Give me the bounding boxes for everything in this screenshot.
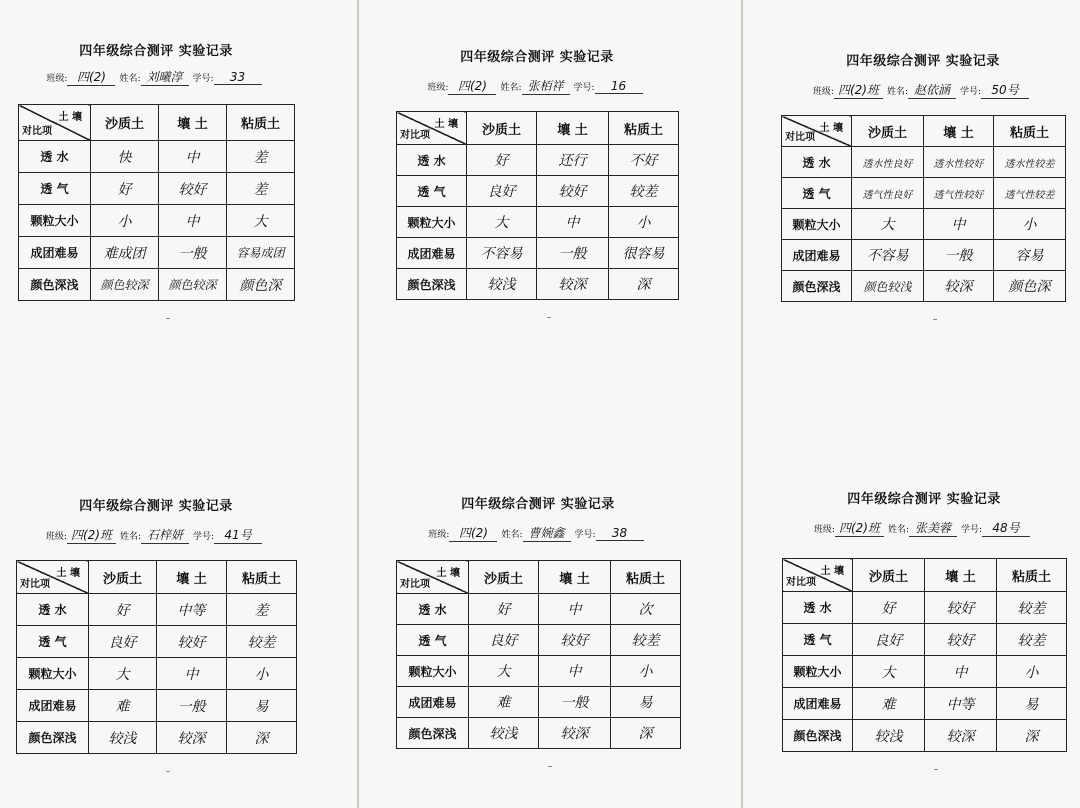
name-field-label: 姓名: (119, 532, 142, 542)
record-table (396, 560, 681, 749)
handwritten-answer: 小 (91, 205, 159, 237)
handwritten-answer: 快 (91, 141, 159, 173)
sheet-title: 四年级综合测评 实验记录 (461, 497, 615, 512)
handwritten-answer: 大 (852, 209, 924, 240)
handwritten-answer: 较差 (227, 626, 297, 658)
table-row (397, 594, 681, 625)
row-label: 颜色深浅 (19, 269, 91, 301)
handwritten-answer: 颜色深 (227, 269, 295, 301)
handwritten-answer: 深 (611, 718, 681, 749)
handwritten-answer: 小 (997, 656, 1067, 688)
handwritten-answer: 较深 (539, 718, 611, 749)
table-row (17, 594, 297, 626)
handwritten-answer: 较差 (997, 624, 1067, 656)
header-row (17, 561, 297, 594)
header-row (783, 559, 1067, 592)
row-label: 透 气 (397, 176, 467, 207)
student-id-field: 33 (214, 70, 262, 85)
record-table (16, 560, 297, 754)
row-label: 颜色深浅 (17, 722, 89, 754)
table-row (783, 656, 1067, 688)
column-header: 壤 土 (925, 559, 997, 592)
table-row (783, 592, 1067, 624)
handwritten-answer: 良好 (853, 624, 925, 656)
name-field: 石梓妍 (141, 526, 189, 544)
column-header: 沙质土 (91, 105, 159, 141)
name-field: 张栢祥 (522, 77, 570, 95)
record-sheet-4 (13, 0, 299, 808)
student-info (779, 519, 1069, 537)
row-label: 颜色深浅 (783, 720, 853, 752)
handwritten-answer: 不容易 (852, 240, 924, 271)
handwritten-answer: 较浅 (467, 269, 537, 300)
handwritten-answer: 易 (611, 687, 681, 718)
row-label: 透 气 (782, 178, 852, 209)
handwritten-answer: 差 (227, 173, 295, 205)
row-label: 透 气 (17, 626, 89, 658)
handwritten-answer: 一般 (157, 690, 227, 722)
corner-label-soil: 土 壤 (434, 119, 458, 130)
class-field-label: 班级: (812, 87, 834, 97)
handwritten-answer: 较差 (611, 625, 681, 656)
record-sheet-5 (393, 0, 683, 808)
handwritten-answer: 良好 (89, 626, 157, 658)
handwritten-answer: 难 (89, 690, 157, 722)
corner-label-item: 对比项 (785, 132, 815, 143)
row-label: 成团难易 (783, 688, 853, 720)
column-header: 粘质土 (227, 561, 297, 594)
handwritten-answer: 颜色较深 (91, 269, 159, 301)
column-header: 沙质土 (853, 559, 925, 592)
handwritten-answer: 较浅 (89, 722, 157, 754)
table-row (783, 688, 1067, 720)
name-field-label: 姓名: (500, 83, 522, 93)
table-row (17, 722, 297, 754)
corner-cell (17, 561, 89, 594)
row-label: 透 水 (783, 592, 853, 624)
row-label: 颗粒大小 (782, 209, 852, 240)
handwritten-answer: 颜色较浅 (852, 271, 924, 302)
handwritten-answer: 中 (159, 141, 227, 173)
handwritten-answer: 透水性较差 (994, 147, 1066, 178)
handwritten-answer: 中 (539, 594, 611, 625)
row-label: 透 水 (782, 147, 852, 178)
name-field: 张美蓉 (909, 519, 957, 537)
handwritten-answer: 很容易 (609, 238, 679, 269)
handwritten-answer: 较好 (157, 626, 227, 658)
handwritten-answer: 透气性良好 (852, 178, 924, 209)
student-info (13, 526, 299, 544)
handwritten-answer: 较差 (997, 592, 1067, 624)
column-header: 粘质土 (994, 116, 1066, 147)
handwritten-answer: 深 (997, 720, 1067, 752)
handwritten-answer: 一般 (539, 687, 611, 718)
student-id-field-label: 学号: (573, 83, 595, 93)
corner-cell (397, 561, 469, 594)
handwritten-answer: 小 (609, 207, 679, 238)
page-mark (166, 771, 170, 772)
row-label: 成团难易 (17, 690, 89, 722)
class-field-label: 班级: (813, 525, 835, 535)
table-row (17, 658, 297, 690)
row-label: 成团难易 (397, 238, 467, 269)
handwritten-answer: 较好 (537, 176, 609, 207)
student-id-field: 48号 (982, 519, 1030, 537)
student-id-field: 16 (595, 79, 643, 94)
table-row (397, 656, 681, 687)
corner-label-soil: 土 壤 (436, 568, 460, 579)
page-mark (934, 769, 938, 770)
handwritten-answer: 容易 (994, 240, 1066, 271)
corner-label-item: 对比项 (22, 126, 52, 137)
column-header: 沙质土 (89, 561, 157, 594)
handwritten-answer: 中等 (925, 688, 997, 720)
handwritten-answer: 较浅 (853, 720, 925, 752)
handwritten-answer: 次 (611, 594, 681, 625)
table-row (17, 690, 297, 722)
corner-label-item: 对比项 (400, 130, 430, 141)
record-table (782, 558, 1067, 752)
record-sheet-6 (779, 0, 1069, 808)
student-id-field-label: 学号: (192, 74, 214, 84)
handwritten-answer: 中 (925, 656, 997, 688)
handwritten-answer: 中 (539, 656, 611, 687)
handwritten-answer: 难 (469, 687, 539, 718)
table-row (397, 718, 681, 749)
student-id-field-label: 学号: (961, 525, 983, 535)
header-row (397, 561, 681, 594)
page-mark (548, 766, 552, 767)
student-id-field: 41号 (214, 526, 262, 544)
column-header: 粘质土 (227, 105, 295, 141)
handwritten-answer: 颜色较深 (159, 269, 227, 301)
handwritten-answer: 小 (994, 209, 1066, 240)
column-header: 壤 土 (537, 112, 609, 145)
table-row (783, 720, 1067, 752)
row-label: 颗粒大小 (19, 205, 91, 237)
student-id-field: 38 (596, 526, 644, 541)
handwritten-answer: 一般 (924, 240, 994, 271)
column-header: 沙质土 (852, 116, 924, 147)
row-label: 透 水 (19, 141, 91, 173)
handwritten-answer: 中 (537, 207, 609, 238)
handwritten-answer: 较深 (157, 722, 227, 754)
corner-label-item: 对比项 (20, 579, 50, 590)
class-field: 四(2)班 (835, 519, 884, 537)
sheet-title: 四年级综合测评 实验记录 (79, 499, 233, 514)
handwritten-answer: 良好 (469, 625, 539, 656)
class-field-label: 班级: (46, 74, 68, 84)
student-id-field-label: 学号: (193, 532, 215, 542)
column-header: 粘质土 (997, 559, 1067, 592)
handwritten-answer: 好 (469, 594, 539, 625)
handwritten-answer: 好 (91, 173, 159, 205)
table-row (17, 626, 297, 658)
corner-label-soil: 土 壤 (819, 123, 843, 134)
handwritten-answer: 大 (853, 656, 925, 688)
handwritten-answer: 较深 (537, 269, 609, 300)
handwritten-answer: 透水性较好 (924, 147, 994, 178)
sheet-title: 四年级综合测评 实验记录 (79, 44, 233, 59)
class-field: 四(2) (448, 77, 496, 95)
handwritten-answer: 好 (853, 592, 925, 624)
handwritten-answer: 中 (157, 658, 227, 690)
handwritten-answer: 还行 (537, 145, 609, 176)
column-header: 粘质土 (611, 561, 681, 594)
handwritten-answer: 较深 (924, 271, 994, 302)
row-label: 颗粒大小 (397, 656, 469, 687)
handwritten-answer: 中 (159, 205, 227, 237)
handwritten-answer: 易 (227, 690, 297, 722)
name-field: 刘曦淳 (141, 68, 189, 86)
class-field: 四(2)班 (67, 526, 116, 544)
fold-line-left (357, 0, 359, 808)
column-header: 壤 土 (924, 116, 994, 147)
handwritten-answer: 透气性较差 (994, 178, 1066, 209)
handwritten-answer: 差 (227, 141, 295, 173)
row-label: 成团难易 (397, 687, 469, 718)
handwritten-answer: 小 (611, 656, 681, 687)
fold-line-right (741, 0, 743, 808)
handwritten-answer: 颜色深 (994, 271, 1066, 302)
column-header: 壤 土 (159, 105, 227, 141)
handwritten-answer: 小 (227, 658, 297, 690)
name-field-label: 姓名: (886, 87, 909, 97)
row-label: 颜色深浅 (397, 269, 467, 300)
row-label: 透 气 (19, 173, 91, 205)
column-header: 壤 土 (157, 561, 227, 594)
sheet-title: 四年级综合测评 实验记录 (460, 50, 614, 65)
row-label: 颗粒大小 (17, 658, 89, 690)
row-label: 透 水 (17, 594, 89, 626)
handwritten-answer: 易 (997, 688, 1067, 720)
student-info (393, 524, 683, 542)
row-label: 颗粒大小 (397, 207, 467, 238)
handwritten-answer: 较好 (925, 624, 997, 656)
row-label: 颜色深浅 (397, 718, 469, 749)
handwritten-answer: 深 (609, 269, 679, 300)
corner-label-item: 对比项 (400, 579, 430, 590)
student-id-field-label: 学号: (574, 530, 596, 540)
row-label: 颜色深浅 (782, 271, 852, 302)
row-label: 透 水 (397, 145, 467, 176)
handwritten-answer: 较差 (609, 176, 679, 207)
handwritten-answer: 良好 (467, 176, 537, 207)
student-id-field-label: 学号: (960, 87, 982, 97)
handwritten-answer: 不容易 (467, 238, 537, 269)
class-field: 四(2)班 (834, 81, 883, 99)
row-label: 颗粒大小 (783, 656, 853, 688)
handwritten-answer: 不好 (609, 145, 679, 176)
handwritten-answer: 较深 (925, 720, 997, 752)
column-header: 沙质土 (469, 561, 539, 594)
handwritten-answer: 中等 (157, 594, 227, 626)
class-field: 四(2) (449, 524, 497, 542)
row-label: 透 水 (397, 594, 469, 625)
class-field-label: 班级: (45, 532, 67, 542)
handwritten-answer: 大 (89, 658, 157, 690)
handwritten-answer: 大 (467, 207, 537, 238)
student-id-field: 50号 (981, 81, 1029, 99)
column-header: 沙质土 (467, 112, 537, 145)
handwritten-answer: 一般 (159, 237, 227, 269)
handwritten-answer: 难 (853, 688, 925, 720)
column-header: 粘质土 (609, 112, 679, 145)
corner-cell (783, 559, 853, 592)
handwritten-answer: 深 (227, 722, 297, 754)
name-field-label: 姓名: (119, 74, 141, 84)
class-field-label: 班级: (428, 530, 450, 540)
handwritten-answer: 透水性良好 (852, 147, 924, 178)
handwritten-answer: 大 (227, 205, 295, 237)
handwritten-answer: 较好 (159, 173, 227, 205)
handwritten-answer: 差 (227, 594, 297, 626)
corner-label-soil: 土 壤 (820, 566, 844, 577)
handwritten-answer: 一般 (537, 238, 609, 269)
class-field: 四(2) (67, 68, 115, 86)
table-row (397, 687, 681, 718)
row-label: 透 气 (397, 625, 469, 656)
handwritten-answer: 大 (469, 656, 539, 687)
sheet-title: 四年级综合测评 实验记录 (846, 54, 1000, 69)
class-field-label: 班级: (427, 83, 449, 93)
name-field-label: 姓名: (887, 525, 910, 535)
row-label: 成团难易 (19, 237, 91, 269)
handwritten-answer: 难成团 (91, 237, 159, 269)
table-row (783, 624, 1067, 656)
sheet-title: 四年级综合测评 实验记录 (847, 492, 1001, 507)
column-header: 壤 土 (539, 561, 611, 594)
handwritten-answer: 较好 (925, 592, 997, 624)
handwritten-answer: 透气性较好 (924, 178, 994, 209)
table-row (397, 625, 681, 656)
corner-label-item: 对比项 (786, 577, 816, 588)
handwritten-answer: 好 (89, 594, 157, 626)
handwritten-answer: 中 (924, 209, 994, 240)
handwritten-answer: 较好 (539, 625, 611, 656)
row-label: 成团难易 (782, 240, 852, 271)
name-field-label: 姓名: (501, 530, 523, 540)
handwritten-answer: 较浅 (469, 718, 539, 749)
name-field: 赵依涵 (908, 81, 956, 99)
handwritten-answer: 好 (467, 145, 537, 176)
name-field: 曹婉鑫 (523, 524, 571, 542)
row-label: 透 气 (783, 624, 853, 656)
corner-label-soil: 土 壤 (58, 112, 82, 123)
corner-label-soil: 土 壤 (56, 568, 80, 579)
handwritten-answer: 容易成团 (227, 237, 295, 269)
